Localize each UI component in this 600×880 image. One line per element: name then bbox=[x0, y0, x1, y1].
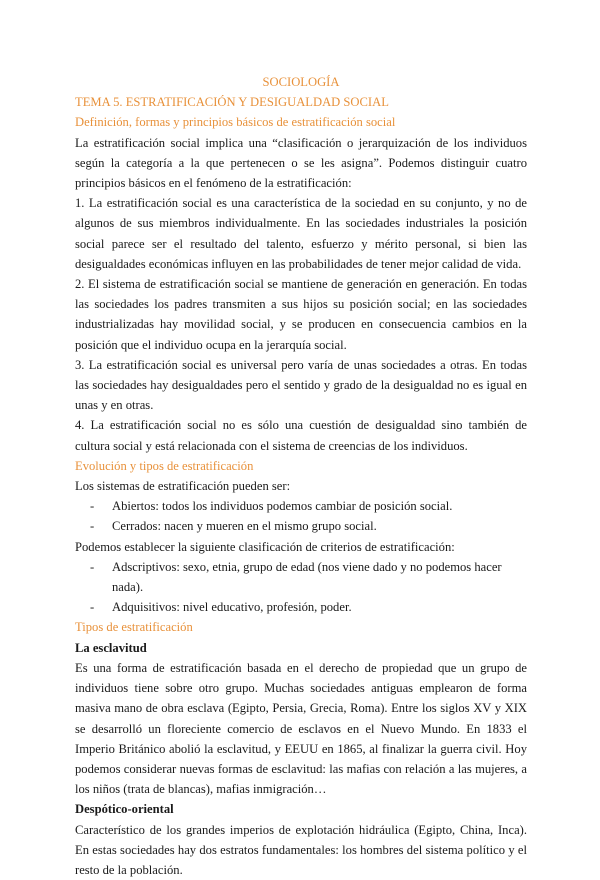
subheading-esclavitud: La esclavitud bbox=[75, 640, 147, 655]
principle-2-paragraph: 2. El sistema de estratificación social se mantiene de generación en generación. En todas las sociedades los padres transmiten a sus hijos su posición social; en las sociedades industrializadas hay movilidad social, y se producen en consecuencia cambios en la posición que el individuo ocupa en la jerarquía social. bbox=[75, 277, 527, 352]
tema-heading: TEMA 5. ESTRATIFICACIÓN Y DESIGUALDAD SOCIAL bbox=[75, 95, 389, 110]
list-item: - Adquisitivos: nivel educativo, profesión, poder. bbox=[75, 597, 527, 617]
criteria-list bbox=[75, 557, 527, 618]
principle-3-paragraph: 3. La estratificación social es universal pero varía de unas sociedades a otras. En todas las sociedades hay desigualdades pero el sentido y grado de la desigualdad no es igual en unas y en otras. bbox=[75, 357, 527, 413]
principle-1-paragraph: 1. La estratificación social es una característica de la sociedad en su conjunto, y no de algunos de sus miembros individualmente. En las sociedades industriales la posición social parece ser el resultado del talento, esfuerzo y mérito personal, si bien las desigualdades económicas influyen en las probabilidades de tener mejor calidad de vida. bbox=[75, 196, 527, 271]
esclavitud-paragraph: Es una forma de estratificación basada en el derecho de propiedad que un grupo de individuos tiene sobre otro grupo. Muchas sociedades antiguas emplearon de forma masiva mano de obra esclava (Egipto, Persia, Grecia, Roma). Entre los siglos XV y XIX se desarrolló un floreciente comercio de esclavos en el Nuevo Mundo. En 1833 el Imperio Británico abolió la esclavitud, y EEUU en 1865, al finalizar la guerra civil. Hoy podemos considerar nuevas formas de esclavitud: las mafias con relación a las mujeres, a los niños (trata de blancas), mafias inmigración… bbox=[75, 660, 527, 797]
section-heading-definicion: Definición, formas y principios básicos de estratificación social bbox=[75, 115, 396, 130]
systems-intro: Los sistemas de estratificación pueden ser: bbox=[75, 479, 291, 494]
section-heading-tipos: Tipos de estratificación bbox=[75, 620, 193, 635]
list-item: - Adscriptivos: sexo, etnia, grupo de edad (nos viene dado y no podemos hacer nada). bbox=[75, 557, 527, 597]
principle-4-paragraph: 4. La estratificación social no es sólo una cuestión de desigualdad sino también de cultura social y está relacionada con el sistema de creencias de los individuos. bbox=[75, 418, 527, 453]
despotico-paragraph: Característico de los grandes imperios de explotación hidráulica (Egipto, China, Inca). En estas sociedades hay dos estratos fundamentales: los hombres del sistema político y el resto de la población. bbox=[75, 822, 527, 877]
document-title: SOCIOLOGÍA bbox=[262, 75, 340, 89]
intro-paragraph: La estratificación social implica una “clasificación o jerarquización de los individuos según la categoría a la que pertenecen o se les asigna”. Podemos distinguir cuatro principios básicos en el fenómeno de la estratificación: bbox=[75, 135, 527, 191]
list-item: - Cerrados: nacen y mueren en el mismo grupo social. bbox=[75, 516, 527, 536]
document-body bbox=[75, 72, 527, 880]
subheading-despotico: Despótico-oriental bbox=[75, 802, 174, 817]
section-heading-evolucion: Evolución y tipos de estratificación bbox=[75, 458, 254, 473]
criteria-intro: Podemos establecer la siguiente clasificación de criterios de estratificación: bbox=[75, 539, 455, 554]
systems-list bbox=[75, 496, 527, 536]
list-item: - Abiertos: todos los individuos podemos cambiar de posición social. bbox=[75, 496, 527, 516]
